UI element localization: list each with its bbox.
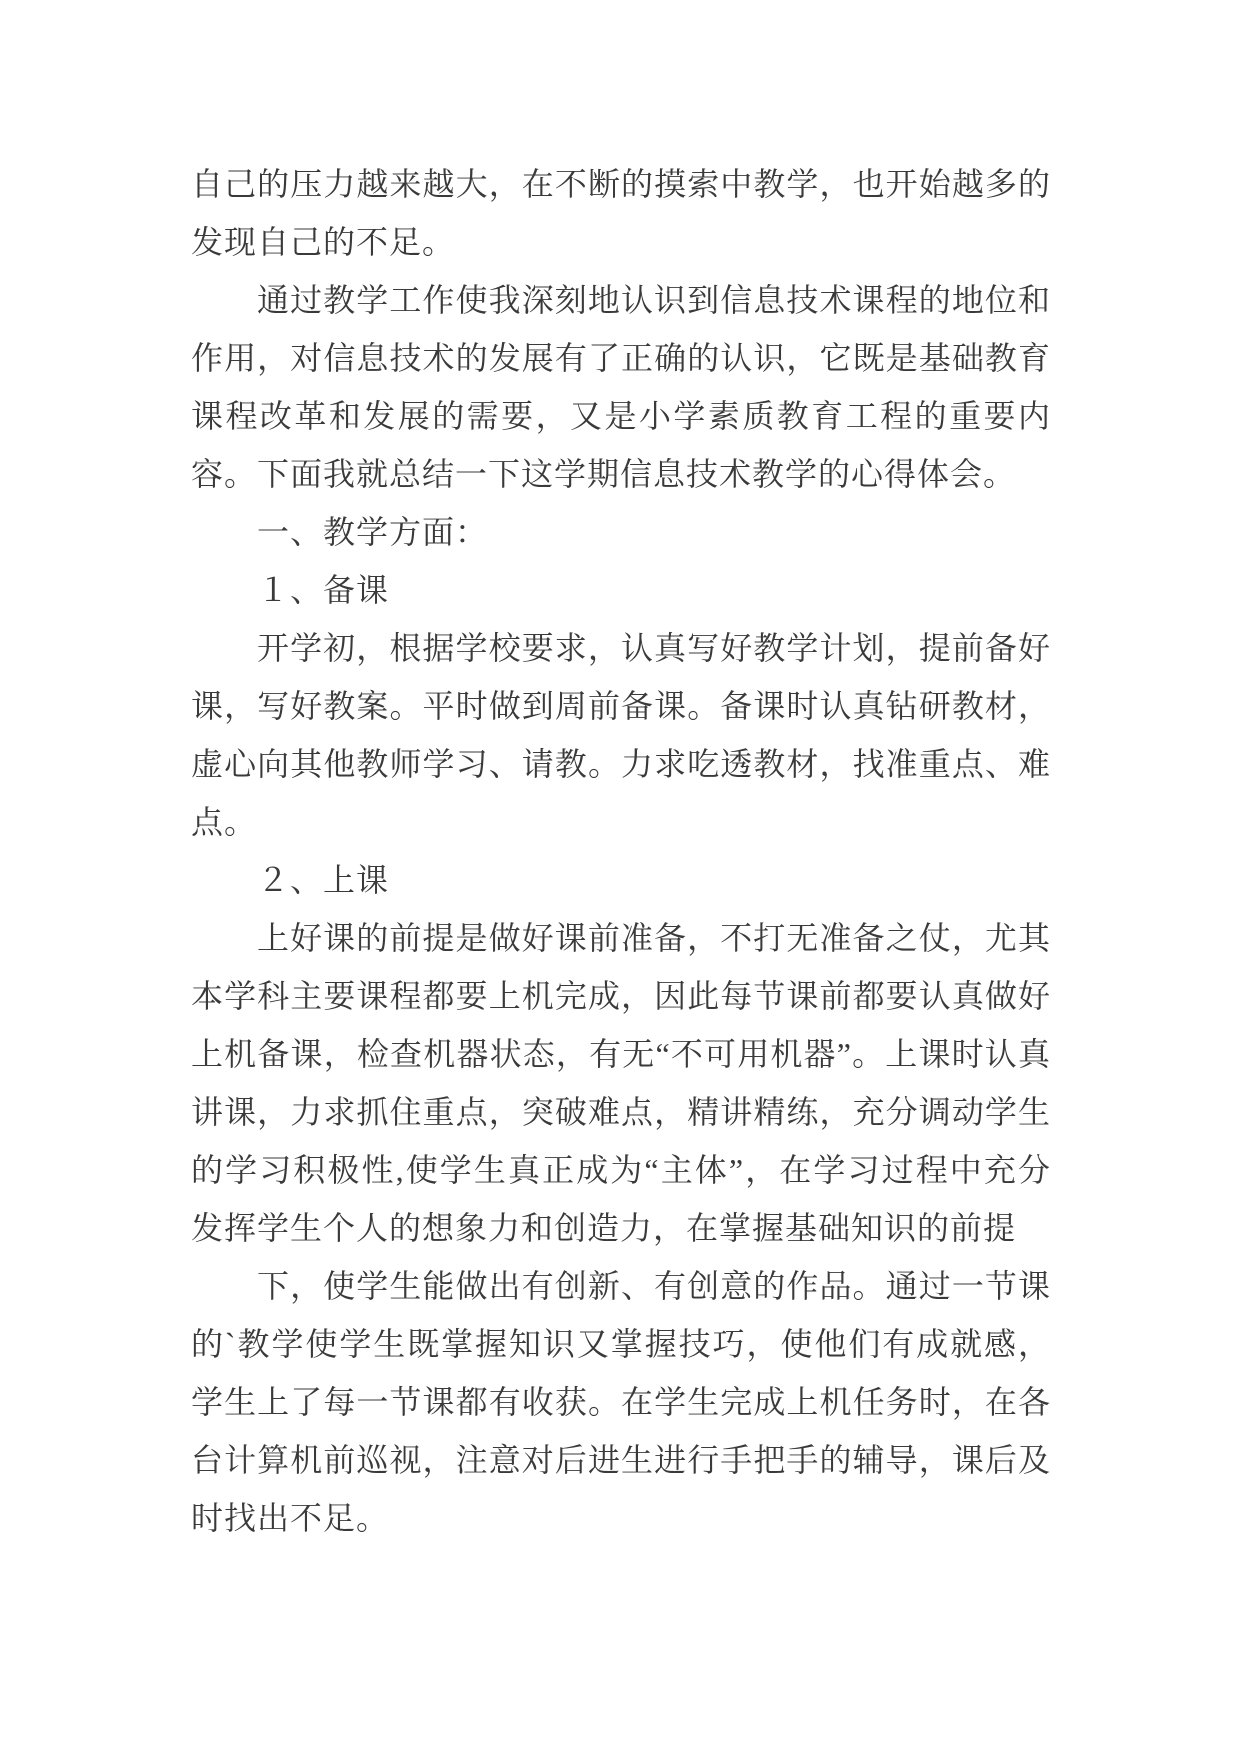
document-text-block bbox=[191, 155, 1051, 1547]
section-heading: 一、教学方面： bbox=[257, 514, 489, 550]
paragraph: 开学初，根据学校要求，认真写好教学计划，提前备好课，写好教案。平时做到周前备课。备课时认真钻研教材，虚心向其他教师学习、请教。力求吃透教材，找准重点、难点。 bbox=[191, 630, 1051, 840]
paragraph: 上好课的前提是做好课前准备，不打无准备之仗，尤其本学科主要课程都要上机完成，因此每节课前都要认真做好上机备课，检查机器状态，有无“不可用机器”。上课时认真讲课，力求抓住重点，突破难点，精讲精练，充分调动学生的学习积极性,使学生真正成为“主体”，在学习过程中充分发挥学生个人的想象力和创造力，在掌握基础知识的前提 bbox=[191, 920, 1051, 1246]
paragraph: 自己的压力越来越大，在不断的摸索中教学，也开始越多的发现自己的不足。 bbox=[191, 166, 1051, 260]
paragraph: 通过教学工作使我深刻地认识到信息技术课程的地位和作用，对信息技术的发展有了正确的认识，它既是基础教育课程改革和发展的需要，又是小学素质教育工程的重要内容。下面我就总结一下这学期信息技术教学的心得体会。 bbox=[191, 282, 1051, 492]
paragraph: 下，使学生能做出有创新、有创意的作品。通过一节课的`教学使学生既掌握知识又掌握技巧，使他们有成就感，学生上了每一节课都有收获。在学生完成上机任务时，在各台计算机前巡视，注意对后进生进行手把手的辅导，课后及时找出不足。 bbox=[191, 1268, 1051, 1536]
subsection-heading: １、备课 bbox=[257, 572, 390, 608]
subsection-heading: ２、上课 bbox=[257, 862, 390, 898]
